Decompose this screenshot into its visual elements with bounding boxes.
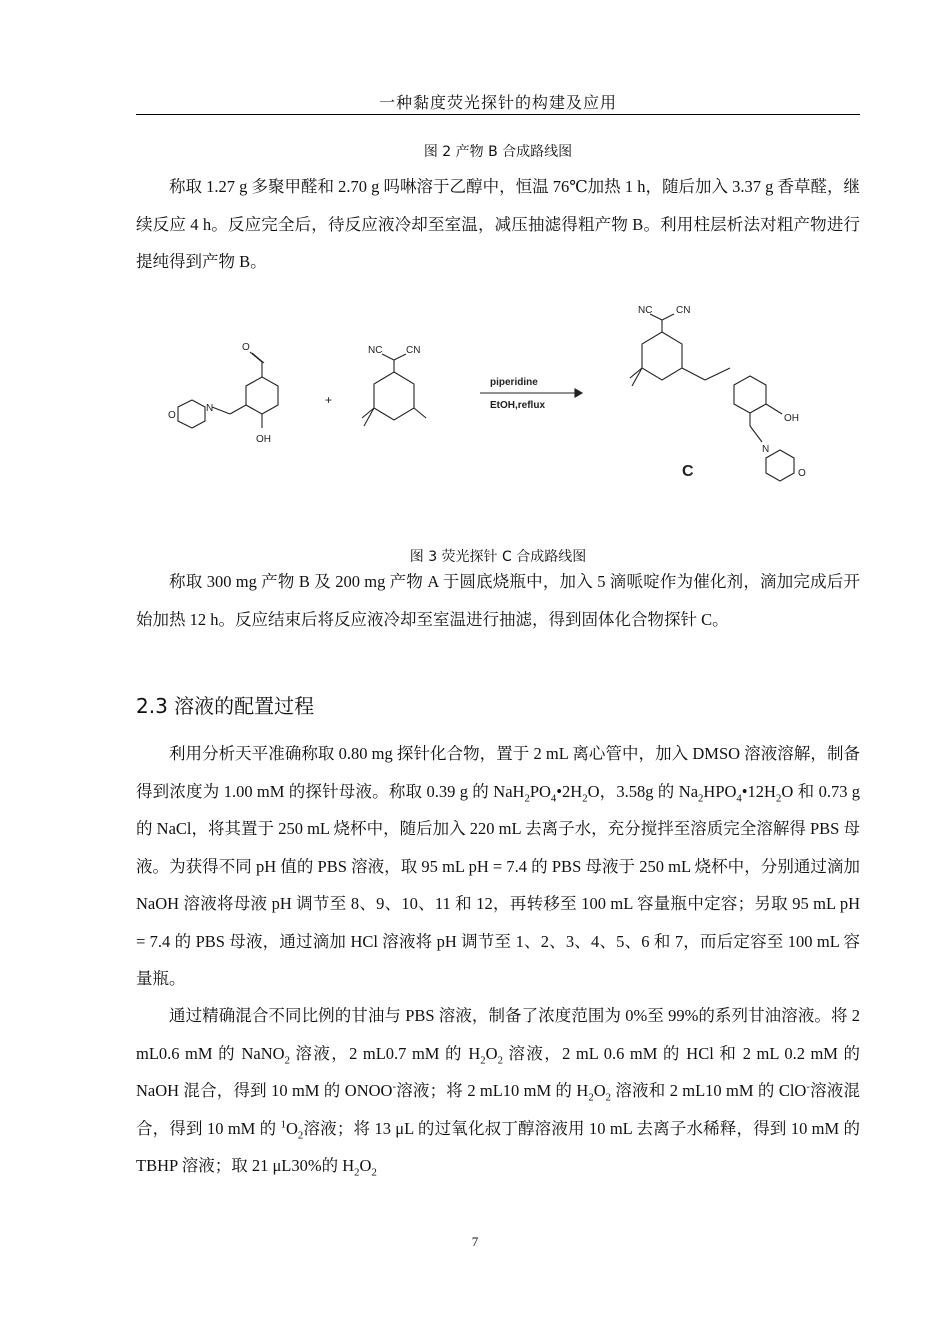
reagent-bottom-label: EtOH,reflux xyxy=(490,400,546,411)
reactant1-oxygen-label: O xyxy=(242,342,250,353)
page-number: 7 xyxy=(471,1234,479,1249)
product-morpholine-n-label: N xyxy=(762,444,770,455)
reactant1-morpholine-n-label: N xyxy=(206,403,214,414)
paragraph-synthesis-c: 称取 300 mg 产物 B 及 200 mg 产物 A 于圆底烧瓶中，加入 5 滴哌啶作为催化剂，滴加完成后开始加热 12 h。反应结束后将反应液冷却至室温进行抽滤，得到固体化合物探针 C。 xyxy=(136,572,860,629)
reaction-scheme xyxy=(150,300,850,500)
product-nitrile-right-label: CN xyxy=(676,305,691,316)
reactant1-hydroxyl-label: OH xyxy=(256,434,271,445)
product-label: C xyxy=(682,463,694,480)
reaction-arrow xyxy=(480,377,582,411)
paragraph-solution-prep: 利用分析天平准确称取 0.80 mg 探针化合物，置于 2 mL 离心管中，加入 DMSO 溶液溶解，制备得到浓度为 1.00 mM 的探针母液。称取 0.39 g 的 $NaH_2PO_4•2H_2O$，3.58g 的 $Na_2HPO_4•12H_2O$ 和 0.73 g 的 NaCl，将其置于 250 mL 烧杯中，随后加入 220 mL 去离子水，充分搅拌至溶质完全溶解得 PBS 母液。为获得不同 pH 值的 PBS 溶液，取 95 mL pH = 7.4 的 PBS 母液于 250 mL 烧杯中，分别通过滴加 NaOH 溶液将母液 pH 调节至 8、9、10、11 和 12，再转移至 100 mL 容量瓶中定容；另取 95 mL pH = 7.4 的 PBS 母液，通过滴加 HCl 溶液将 pH 调节至 1、2、3、4、5、6 和 7，而后定容至 100 mL 容量瓶。 xyxy=(136,744,861,988)
product-nitrile-left-label: NC xyxy=(638,305,653,316)
section-heading: 2.3 溶液的配置过程 xyxy=(136,694,315,718)
reagent-top-label: piperidine xyxy=(490,377,538,388)
paragraph-analyte-prep: 通过精确混合不同比例的甘油与 PBS 溶液，制备了浓度范围为 0%至 99%的系列甘油溶液。将 2 mL0.6 mM 的 NaNO$_2$ 溶液，2 mL0.7 mM 的 $H_2O_2$ 溶液，2 mL 0.6 mM 的 HCl 和 2 mL 0.2 mM 的 NaOH 混合，得到 10 mM 的 ONOO-溶液；将 2 mL10 mM 的 $H_2O_2$ 溶液和 2 mL10 mM 的 ClO-溶液混合，得到 10 mM 的 $^1O_2$溶液；将 13 μL 的过氧化叔丁醇溶液用 10 mL 去离子水稀释，得到 10 mM 的 TBHP 溶液；取 21 μL30%的 $H_2O_2$ xyxy=(136,1006,860,1179)
paragraph-synthesis-b: 称取 1.27 g 多聚甲醛和 2.70 g 吗啉溶于乙醇中，恒温 76℃加热 1 h，随后加入 3.37 g 香草醛，继续反应 4 h。反应完全后，待反应液冷却至室温，减压抽滤得粗产物 B。利用柱层析法对粗产物进行提纯得到产物 B。 xyxy=(136,177,860,271)
product-hydroxyl-label: OH xyxy=(784,413,799,424)
reactant2-nitrile-left-label: NC xyxy=(368,345,383,356)
figure2-caption: 图 2 产物 B 合成路线图 xyxy=(423,144,573,160)
reactant2-nitrile-right-label: CN xyxy=(406,345,421,356)
header-rule xyxy=(136,114,860,115)
reactant1-morpholine-o-label: O xyxy=(168,410,176,421)
plus-sign: + xyxy=(325,393,333,407)
reactant-benzaldehyde xyxy=(168,342,278,445)
reactant-isophorone xyxy=(362,345,426,426)
product-probe-c xyxy=(630,305,806,481)
running-header: 一种黏度荧光探针的构建及应用 xyxy=(378,95,617,112)
product-morpholine-o-label: O xyxy=(798,468,806,479)
figure3-caption: 图 3 荧光探针 C 合成路线图 xyxy=(409,549,587,565)
